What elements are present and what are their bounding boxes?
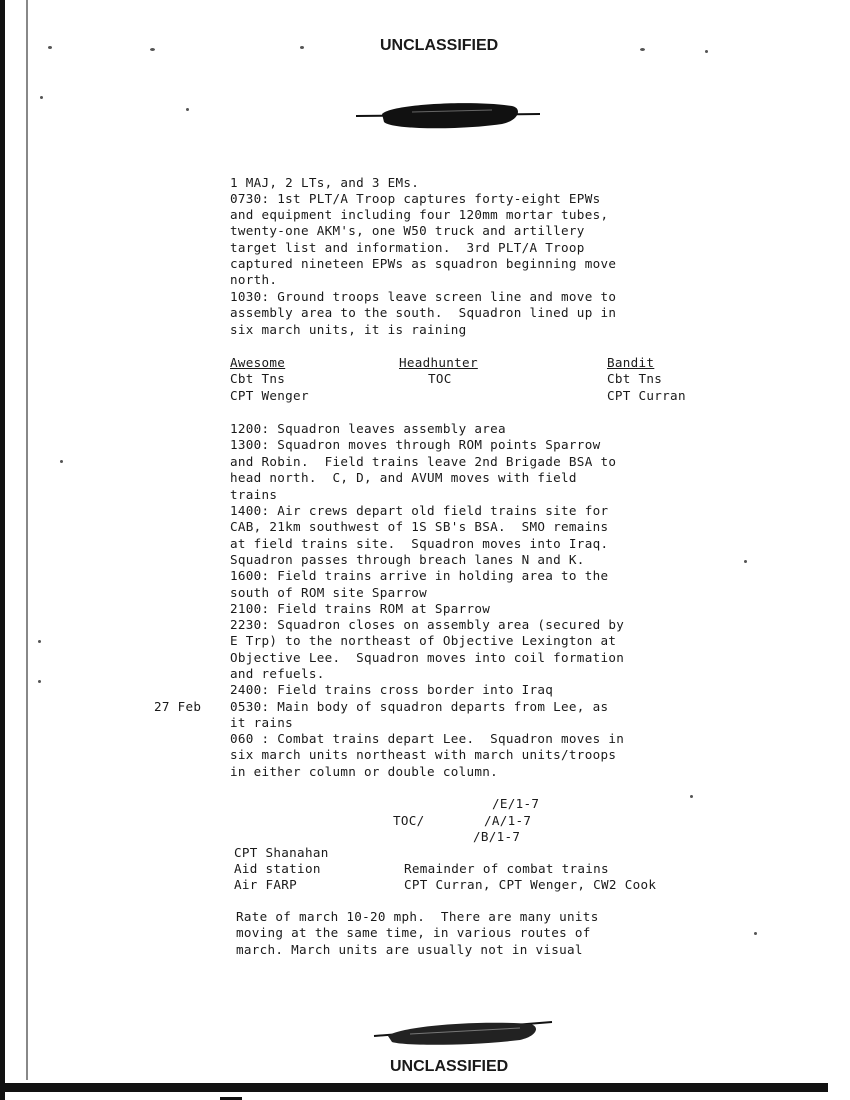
scan-speck (705, 50, 708, 53)
unit-cell: Cbt Tns (230, 371, 286, 386)
unit-header-bandit: Bandit (607, 355, 655, 370)
scan-speck (38, 640, 41, 643)
text-line: 1 MAJ, 2 LTs, and 3 EMs. (230, 175, 420, 190)
text-line: 0530: Main body of squadron departs from Lee, as (230, 699, 609, 714)
text-line: Squadron passes through breach lanes N and K. (230, 552, 585, 567)
unit-cell: CPT Curran (607, 388, 686, 403)
text-line: target list and information. 3rd PLT/A Troop (230, 240, 585, 255)
text-line: and refuels. (230, 666, 325, 681)
text-line: captured nineteen EPWs as squadron beginning move (230, 256, 617, 271)
scan-speck (150, 48, 155, 51)
text-line: twenty-one AKM's, one W50 truck and artillery (230, 223, 585, 238)
top-redaction-mark (352, 98, 544, 134)
text-line: assembly area to the south. Squadron lined up in (230, 305, 617, 320)
scan-speck (38, 680, 41, 683)
support-left: Air FARP (234, 877, 298, 892)
bottom-redaction-mark (370, 1014, 556, 1048)
text-line: Rate of march 10-20 mph. There are many units (236, 909, 599, 924)
text-line: at field trains site. Squadron moves into Iraq. (230, 536, 609, 551)
scan-speck (40, 96, 43, 99)
support-right: CPT Curran, CPT Wenger, CW2 Cook (404, 877, 657, 892)
text-line: north. (230, 272, 278, 287)
text-line: 1600: Field trains arrive in holding area to the (230, 568, 609, 583)
text-line: south of ROM site Sparrow (230, 585, 428, 600)
text-line: 2100: Field trains ROM at Sparrow (230, 601, 491, 616)
unit-cell: Cbt Tns (607, 371, 663, 386)
text-line: and equipment including four 120mm mortar tubes, (230, 207, 609, 222)
page-bottom-bar (0, 1083, 828, 1092)
scan-speck (754, 932, 757, 935)
text-line: 1030: Ground troops leave screen line and move to (230, 289, 617, 304)
scan-speck (60, 460, 63, 463)
text-line: 2230: Squadron closes on assembly area (secured by (230, 617, 625, 632)
unit-header-awesome: Awesome (230, 355, 286, 370)
text-line: 1300: Squadron moves through ROM points Sparrow (230, 437, 601, 452)
text-line: it rains (230, 715, 294, 730)
unit-cell: TOC (428, 371, 452, 386)
text-line: in either column or double column. (230, 764, 498, 779)
scan-speck (690, 795, 693, 798)
scan-speck (744, 560, 747, 563)
scan-speck (48, 46, 52, 49)
text-line: six march units, it is raining (230, 322, 467, 337)
text-line: march. March units are usually not in visual (236, 942, 583, 957)
top-classification-marking: UNCLASSIFIED (380, 37, 499, 54)
text-line: 1400: Air crews depart old field trains site for (230, 503, 609, 518)
page-left-edge (0, 0, 5, 1100)
text-line: trains (230, 487, 278, 502)
scan-speck (186, 108, 189, 111)
text-line: and Robin. Field trains leave 2nd Brigade BSA to (230, 454, 617, 469)
date-label: 27 Feb (154, 699, 202, 714)
text-line: 1200: Squadron leaves assembly area (230, 421, 506, 436)
scan-speck (300, 46, 304, 49)
support-left: Aid station (234, 861, 321, 876)
text-line: 0730: 1st PLT/A Troop captures forty-eight EPWs (230, 191, 601, 206)
text-line: Objective Lee. Squadron moves into coil formation (230, 650, 625, 665)
unit-cell: CPT Wenger (230, 388, 309, 403)
march-unit-b: /B/1-7 (473, 829, 521, 844)
scan-speck (640, 48, 645, 51)
text-line: CAB, 21km southwest of 1S SB's BSA. SMO remains (230, 519, 609, 534)
text-line: E Trp) to the northeast of Objective Lexington at (230, 633, 617, 648)
text-line: 060 : Combat trains depart Lee. Squadron moves in (230, 731, 625, 746)
text-line: head north. C, D, and AVUM moves with field (230, 470, 577, 485)
support-left: CPT Shanahan (234, 845, 329, 860)
march-unit-a: /A/1-7 (484, 813, 532, 828)
text-line: six march units northeast with march units/troops (230, 747, 617, 762)
march-unit-e: /E/1-7 (492, 796, 540, 811)
unit-header-headhunter: Headhunter (399, 355, 478, 370)
text-line: 2400: Field trains cross border into Iraq (230, 682, 554, 697)
march-toc: TOC/ (393, 813, 425, 828)
support-right: Remainder of combat trains (404, 861, 609, 876)
bottom-classification-marking: UNCLASSIFIED (390, 1058, 509, 1075)
text-line: moving at the same time, in various routes of (236, 925, 591, 940)
page-scan-line (26, 0, 28, 1080)
